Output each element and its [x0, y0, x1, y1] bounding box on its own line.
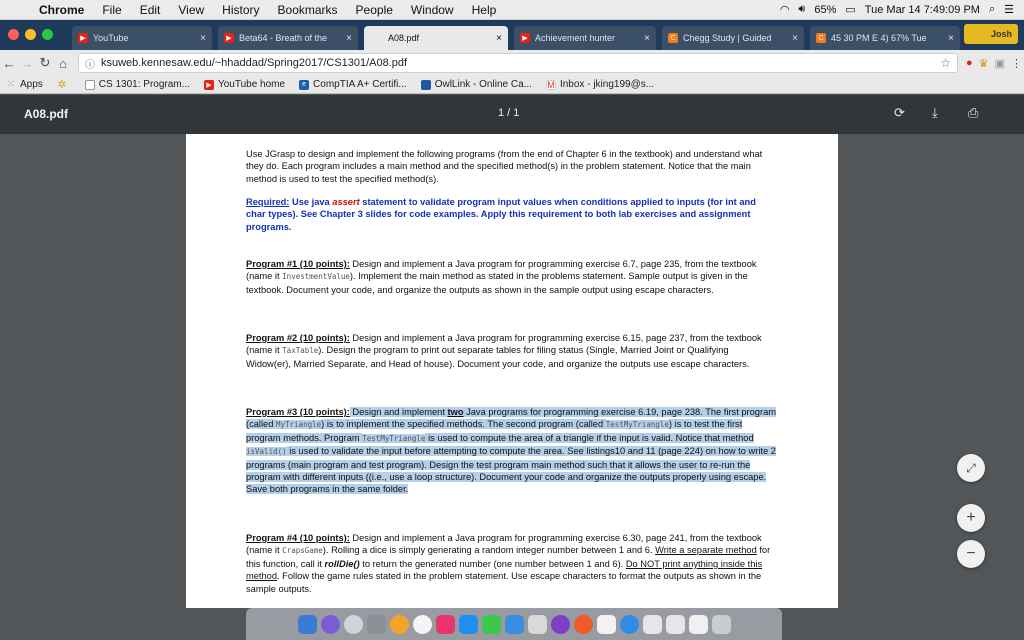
bookmark-comptia[interactable] [299, 79, 407, 90]
bookmark-cs1301[interactable] [85, 79, 190, 90]
tab-label: Beta64 - Breath of the [239, 33, 328, 43]
trash-icon[interactable] [712, 615, 731, 634]
program-2-paragraph [246, 332, 776, 370]
launchpad-icon[interactable] [344, 615, 363, 634]
tab-close-icon[interactable]: × [644, 32, 650, 44]
print-icon[interactable]: ⎙ [968, 105, 979, 120]
battery-percent[interactable]: 65% [814, 3, 837, 16]
preview-icon[interactable] [528, 615, 547, 634]
reload-icon[interactable]: ↻ [39, 55, 51, 70]
tab-close-icon[interactable]: × [346, 32, 352, 44]
youtube-icon: ▶ [204, 80, 214, 90]
browser-toolbar [0, 50, 1024, 76]
page-indicator: 1 / 1 [498, 107, 520, 119]
selected-text: ) is to implement the specified methods. The second program (called [321, 419, 606, 430]
bookmark-youtube-home[interactable] [204, 79, 285, 90]
bookmark-label: Apps [20, 79, 43, 90]
selected-text: two [447, 407, 464, 417]
underlined-text: Write a separate method [655, 545, 757, 556]
menu-file[interactable]: File [102, 2, 122, 17]
tab-label: YouTube [93, 33, 129, 43]
close-window-button[interactable] [8, 29, 19, 40]
required-paragraph [246, 196, 776, 233]
extension-icon[interactable]: ♛ [978, 57, 989, 70]
selected-text: ) is to test the first program methods. Program [246, 419, 743, 443]
clock[interactable]: Tue Mar 14 7:49:09 PM [864, 3, 980, 16]
intro-paragraph: Use JGrasp to design and implement the following programs (from the end of Chapter 6 in the textbook) and understand what they do. Each program includes a main method and the specified method(s) in the problem statement. Notice that the main method is used to test the specified method(s). [246, 149, 763, 184]
siri-icon[interactable] [321, 615, 340, 634]
minimize-window-button[interactable] [25, 29, 36, 40]
code-name: InvestmentValue [282, 272, 350, 282]
code-name: CrapsGame [282, 546, 323, 556]
selected-text: Design and implement [349, 407, 448, 417]
bookmark-star[interactable] [57, 80, 71, 90]
profile-button[interactable]: Josh [964, 24, 1018, 44]
volume-icon[interactable]: 🔊︎ [798, 3, 806, 15]
youtube-icon: ▶ [520, 33, 530, 43]
forward-icon[interactable]: → [20, 55, 34, 71]
program-text: ). Rolling a dice is simply generating a random integer number between 1 and 6. [322, 545, 656, 556]
menu-history[interactable]: History [222, 2, 260, 17]
program-text: ). Design the program to print out separate tables for filing status (Single, Married Joint or Qualifying Widow(er), Married Separate, and Head of house). Document your code, and organize the outputs use escape characters. [246, 345, 750, 369]
bookmark-label: Inbox - jking199@s... [559, 79, 655, 90]
tab-chegg-2[interactable] [810, 26, 960, 50]
macos-dock [246, 608, 782, 640]
program-1-title: Program #1 (10 points): [246, 259, 350, 269]
tab-achievement-hunter[interactable] [514, 26, 656, 50]
back-icon[interactable]: ← [2, 55, 16, 71]
grasp-icon[interactable] [643, 615, 662, 634]
bookmarks-bar [0, 76, 1024, 94]
program-text: Design and implement a Java program for programming exercise 6.15, page 237, from the textbook (name it [246, 333, 762, 356]
tab-strip [0, 20, 1024, 50]
document-icon[interactable] [689, 615, 708, 634]
app-store-icon[interactable] [459, 615, 478, 634]
code-name: TaxTable [282, 346, 319, 356]
extension-icon[interactable]: ● [966, 56, 973, 69]
tab-close-icon[interactable]: × [792, 32, 798, 44]
required-text: Use java [289, 197, 333, 207]
calendar-icon[interactable] [597, 615, 616, 634]
menu-view[interactable]: View [178, 2, 205, 17]
bookmark-label: YouTube home [217, 79, 286, 90]
tab-a08-pdf[interactable] [364, 26, 508, 50]
program-text: Design and implement a Java program for programming exercise 6.7, page 235, from the textbook (name it [246, 259, 757, 282]
selected-text: is used to compute the area of a triangle if the input is valid. Notice that method [425, 432, 754, 443]
youtube-icon: ▶ [78, 33, 88, 43]
grasp-icon-2[interactable] [666, 615, 685, 634]
tab-close-icon[interactable]: × [948, 32, 954, 44]
gmail-icon: M [547, 79, 555, 90]
selected-text: Java programs for programming exercise 6.19, page 238. The first program (called [246, 407, 776, 430]
pdf-title: A08.pdf [24, 107, 69, 121]
owllink-icon [421, 80, 431, 90]
bookmark-apps[interactable] [6, 79, 43, 90]
code-name: MyTriangle [275, 420, 322, 430]
menu-edit[interactable]: Edit [139, 2, 161, 17]
url-text[interactable]: ksuweb.kennesaw.edu/~hhaddad/Spring2017/CS1301/A08.pdf [101, 57, 408, 69]
facetime-icon[interactable] [505, 615, 524, 634]
tab-chegg[interactable] [662, 26, 804, 50]
chegg-icon: C [668, 33, 678, 43]
program-4-paragraph [246, 532, 776, 595]
bookmark-label: CS 1301: Program... [98, 79, 190, 90]
rotate-icon[interactable]: ⟳ [894, 105, 905, 120]
status-area [780, 3, 1024, 16]
itunes-icon[interactable] [436, 615, 455, 634]
info-icon[interactable]: ⓘ [85, 59, 95, 71]
program-1-paragraph [246, 258, 776, 296]
tab-beta64[interactable] [218, 26, 358, 50]
skype-icon[interactable] [551, 615, 570, 634]
battery-icon[interactable]: ▭ [845, 4, 856, 16]
program-3-title: Program #3 (10 points): [246, 407, 350, 417]
finder-icon[interactable] [298, 615, 317, 634]
zoom-out-button[interactable]: − [957, 540, 985, 568]
home-icon[interactable]: ⌂ [59, 55, 67, 71]
pdf-page [186, 134, 838, 608]
chrome-menu-icon[interactable]: ⋮ [1010, 57, 1022, 70]
star-bookmark-icon: ✲ [57, 79, 67, 91]
program-text: Design and implement a Java program for programming exercise 6.30, page 241, from the textbook (name it [246, 533, 762, 556]
code-name: TestMyTriangle [605, 420, 669, 430]
bookmark-label: CompTIA A+ Certifi... [313, 79, 407, 90]
bookmark-inbox[interactable] [546, 79, 654, 90]
menu-bookmarks[interactable]: Bookmarks [277, 2, 338, 17]
macos-menubar [0, 0, 1024, 20]
zoom-window-button[interactable] [42, 29, 53, 40]
bookmark-owllink[interactable] [421, 79, 532, 90]
bookmark-label: OwlLink - Online Ca... [434, 79, 532, 90]
menu-app-chrome[interactable]: Chrome [39, 2, 85, 17]
program-text: ). Implement the main method as stated in the problems statement. Sample output is given in the textbook. Document your code, and organize the outputs as shown in the sample output using escape characters. [246, 271, 748, 295]
required-text: statement to validate program input values when conditions applied to inputs (for int and char types). See Chapter 3 slides for code examples. Apply this requirement to both lab exercises and assignment programs. [246, 197, 756, 232]
youtube-icon: ▶ [224, 33, 234, 43]
zoom-in-button[interactable]: + [957, 504, 985, 532]
pdf-toolbar [0, 95, 1024, 134]
page-icon [85, 80, 95, 90]
program-2-title: Program #2 (10 points): [246, 333, 350, 343]
required-label: Required: [246, 197, 290, 207]
program-3-paragraph[interactable] [246, 406, 776, 496]
tab-close-icon[interactable]: × [200, 32, 206, 44]
program-4-title: Program #4 (10 points): [246, 533, 350, 543]
photos-icon[interactable] [413, 615, 432, 634]
extensions-area [966, 57, 1022, 70]
menu-window[interactable]: Window [410, 2, 454, 17]
tab-label: A08.pdf [388, 33, 420, 43]
chrome-icon[interactable] [390, 615, 409, 634]
tab-label: Achievement hunter [535, 33, 616, 43]
bookmark-star-icon[interactable]: ☆ [940, 56, 951, 70]
tab-close-icon[interactable]: × [496, 32, 502, 44]
wifi-icon[interactable]: ◠ [779, 4, 790, 16]
selected-text: is used to validate the input before attempting to compute the area. See listings10 and 11 (page 224) on how to write 2 programs (main program and test program). Design the test program main method such that it allows the user to re-run the program with different inputs ((i.e., use a loop structure). Document your code and organize the outputs properly using escape. Save both programs in the same folder. [246, 446, 776, 495]
underlined-text: Do NOT print anything inside this method [246, 558, 763, 582]
code-name: TestMyTriangle [362, 433, 426, 443]
program-text: for this function, call it [246, 545, 771, 569]
menu-people[interactable]: People [355, 2, 393, 17]
system-preferences-icon[interactable] [367, 615, 386, 634]
download-icon[interactable]: ⤓ [932, 105, 938, 120]
spotlight-icon[interactable]: ⌕ [988, 3, 996, 15]
method-name: rollDie() [324, 558, 360, 569]
window-controls [8, 29, 53, 40]
fit-to-page-button[interactable]: ⤢ [957, 454, 985, 482]
program-text: . Follow the game rules stated in the problem statement. Use escape characters to format the outputs as shown in the sample outputs. [246, 571, 762, 594]
messages-icon[interactable] [482, 615, 501, 634]
notification-center-icon[interactable]: ☰ [1004, 4, 1014, 16]
tab-label: 45 30 PM E 4) 67% Tue [831, 33, 927, 43]
apps-grid-icon: ⁙ [6, 79, 16, 90]
program-text: to return the generated number (one number between 1 and 6). [359, 558, 626, 569]
chegg-icon: C [816, 33, 826, 43]
comptia-icon: e [299, 80, 309, 90]
menu-help[interactable]: Help [471, 2, 497, 17]
code-name: isValid() [246, 447, 287, 457]
assert-keyword: assert [332, 197, 360, 207]
app-icon[interactable] [574, 615, 593, 634]
address-bar[interactable] [78, 53, 958, 73]
tab-label: Chegg Study | Guided [683, 33, 772, 43]
safari-icon[interactable] [620, 615, 639, 634]
tab-youtube[interactable] [72, 26, 212, 50]
extension-icon[interactable]: ▣ [994, 57, 1005, 70]
